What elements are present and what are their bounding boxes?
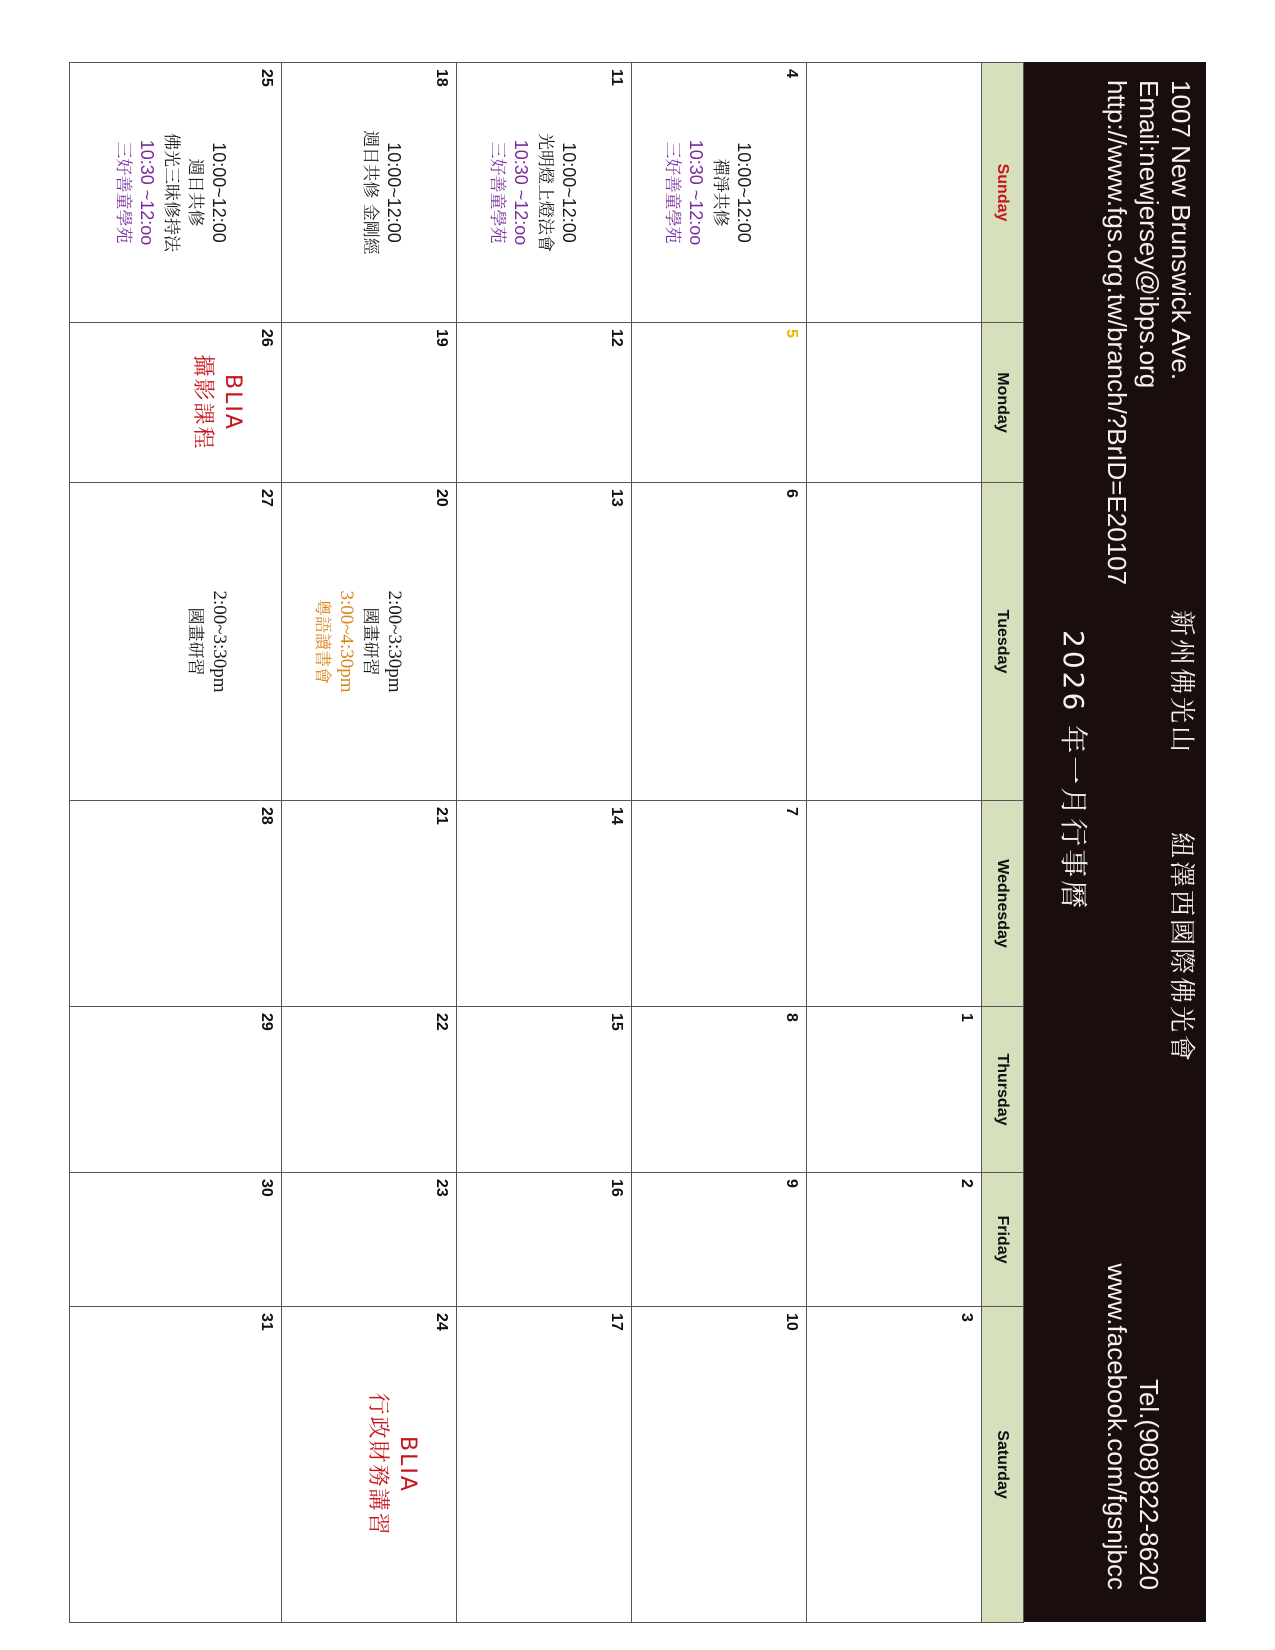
event-list [183, 483, 231, 800]
day-number: 6 [783, 489, 800, 498]
day-number: 3 [958, 1313, 975, 1322]
day-number: 5 [783, 329, 800, 338]
association-name: 紐澤西國際佛光會 [1166, 832, 1196, 1065]
day-cell [281, 1307, 456, 1623]
event-time: 10:30 ~12:oo [686, 139, 706, 246]
day-cell [69, 63, 281, 323]
day-header-friday: Friday [981, 1173, 1023, 1307]
temple-name: 新州佛光山 [1166, 610, 1196, 756]
day-number: 24 [433, 1313, 450, 1331]
phone-text: Tel.(908)822-8620 [1134, 1378, 1164, 1590]
event-time: 10:00~12:00 [384, 142, 404, 243]
day-cell [806, 483, 981, 801]
event-time: 2:00~3:30pm [384, 590, 405, 693]
day-cell [69, 801, 281, 1007]
day-header-monday: Monday [981, 323, 1023, 483]
event-title: 三好善童學苑 [662, 141, 682, 244]
day-cell [806, 1307, 981, 1623]
day-cell [631, 483, 806, 801]
day-number: 13 [608, 489, 625, 507]
day-cell [631, 801, 806, 1007]
event-title: 禪淨共修 [710, 158, 730, 227]
event-time: 10:00~12:00 [734, 142, 754, 243]
day-number: 31 [258, 1313, 275, 1331]
day-cell [456, 1307, 631, 1623]
event-title: BLIA [220, 374, 245, 431]
day-number: 30 [258, 1179, 275, 1197]
calendar-page [70, 62, 1206, 1622]
day-number: 12 [608, 329, 625, 347]
day-number: 15 [608, 1013, 625, 1031]
day-number: 7 [783, 807, 800, 816]
day-cell [69, 1173, 281, 1307]
day-cell [806, 1173, 981, 1307]
event-time: 10:00~12:00 [209, 142, 229, 243]
day-cell [281, 323, 456, 483]
event-title: 攝影課程 [190, 354, 215, 451]
day-header-thursday: Thursday [981, 1007, 1023, 1173]
day-number: 22 [433, 1013, 450, 1031]
day-cell [69, 1307, 281, 1623]
day-cell [69, 323, 281, 483]
event-title: 週日共修 [185, 158, 205, 227]
day-cell [806, 63, 981, 323]
day-cell [631, 323, 806, 483]
day-cell [456, 1173, 631, 1307]
event-title: BLIA [395, 1436, 420, 1493]
day-cell [631, 63, 806, 323]
day-number: 25 [258, 69, 275, 87]
address-text: 1007 New Brunswick Ave. [1166, 80, 1196, 381]
event-time: 10:30 ~12:oo [511, 139, 531, 246]
day-cell [281, 483, 456, 801]
day-cell [69, 1007, 281, 1173]
day-cell [456, 801, 631, 1007]
day-cell [806, 1007, 981, 1173]
event-list [310, 483, 406, 800]
event-time: 10:00~12:00 [559, 142, 579, 243]
day-cell [281, 1007, 456, 1173]
day-cell [631, 1007, 806, 1173]
event-title: 佛光三昧修持法 [161, 133, 181, 252]
day-number: 2 [958, 1179, 975, 1188]
facebook-link[interactable]: www.facebook.com/fgsnjbcc [1102, 1263, 1132, 1590]
event-list [187, 323, 247, 482]
day-header-tuesday: Tuesday [981, 483, 1023, 801]
day-number: 28 [258, 807, 275, 825]
calendar-header [1024, 62, 1206, 1622]
website-link[interactable]: http://www.fgs.org.tw/branch/?BrID=E20107 [1102, 80, 1132, 586]
day-number: 9 [783, 1179, 800, 1188]
day-number: 16 [608, 1179, 625, 1197]
event-title: 粵語讀書會 [312, 599, 332, 684]
day-number: 1 [958, 1013, 975, 1022]
event-list [111, 63, 231, 322]
event-time: 10:30 ~12:oo [137, 139, 157, 246]
day-cell [631, 1307, 806, 1623]
day-cell [456, 63, 631, 323]
day-number: 26 [258, 329, 275, 347]
calendar-grid [69, 62, 1024, 1623]
event-title: 國畫研習 [360, 607, 380, 676]
day-number: 10 [783, 1313, 800, 1331]
day-cell [806, 323, 981, 483]
email-link[interactable]: Email:newjersey@ibps.org [1134, 80, 1164, 389]
day-header-sunday: Sunday [981, 63, 1023, 323]
event-list [362, 1307, 422, 1622]
day-number: 21 [433, 807, 450, 825]
day-number: 19 [433, 329, 450, 347]
day-number: 4 [783, 69, 800, 78]
day-cell [456, 483, 631, 801]
day-cell [281, 1173, 456, 1307]
day-number: 8 [783, 1013, 800, 1022]
event-title: 週日共修 金剛經 [360, 130, 380, 255]
day-number: 11 [608, 69, 625, 86]
event-title: 國畫研習 [185, 607, 205, 676]
event-time: 3:00~4:30pm [336, 590, 357, 693]
day-header-wednesday: Wednesday [981, 801, 1023, 1007]
event-title: 光明燈上燈法會 [535, 133, 555, 252]
event-time: 2:00~3:30pm [209, 590, 230, 693]
day-cell [281, 63, 456, 323]
day-cell [456, 323, 631, 483]
day-number: 17 [608, 1313, 625, 1331]
event-list [358, 63, 406, 322]
day-number: 14 [608, 807, 625, 825]
event-title: 三好善童學苑 [113, 141, 133, 244]
day-cell [281, 801, 456, 1007]
day-cell [69, 483, 281, 801]
day-number: 27 [258, 489, 275, 507]
day-number: 29 [258, 1013, 275, 1031]
event-list [660, 63, 756, 322]
event-title: 行政財務講習 [365, 1392, 390, 1537]
day-header-saturday: Saturday [981, 1307, 1023, 1623]
day-number: 23 [433, 1179, 450, 1197]
day-cell [456, 1007, 631, 1173]
day-cell [806, 801, 981, 1007]
event-title: 三好善童學苑 [487, 141, 507, 244]
calendar-title: 2026 年一月行事曆 [1057, 630, 1090, 912]
event-list [485, 63, 581, 322]
day-number: 18 [433, 69, 450, 87]
day-cell [631, 1173, 806, 1307]
day-number: 20 [433, 489, 450, 507]
